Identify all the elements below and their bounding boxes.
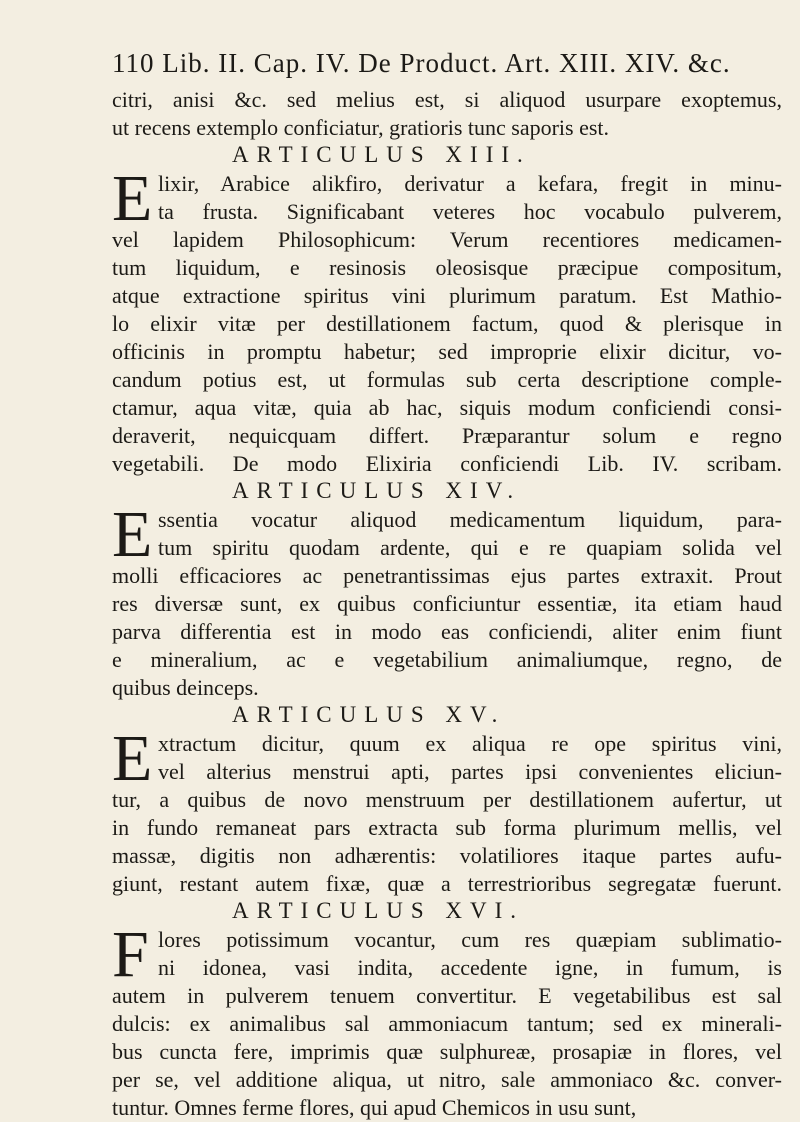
text-line: xtractum dicitur, quum ex aliqua re ope spiritus vini, xyxy=(158,731,782,756)
text-line: quibus deinceps. xyxy=(112,675,259,700)
text-line: bus cuncta fere, imprimis quæ sulphureæ, prosapiæ in flores, vel xyxy=(112,1039,782,1064)
text-line: lixir, Arabice alikfiro, derivatur a kefara, fregit in minu- xyxy=(158,171,782,196)
text-line: vegetabili. De modo Elixiria conficiendi Lib. IV. scribam. xyxy=(112,451,782,476)
text-line: tuntur. Omnes ferme flores, qui apud Chemicos in usu sunt, xyxy=(112,1095,637,1120)
text-line: ssentia vocatur aliquod medicamentum liquidum, para- xyxy=(158,507,782,532)
text-line: ctamur, aqua vitæ, quia ab hac, siquis modum conficiendi consi- xyxy=(112,395,782,420)
drop-cap: E xyxy=(112,722,153,795)
article-heading: ARTICULUS XIV. xyxy=(232,478,522,503)
drop-cap: E xyxy=(112,498,153,571)
text-line: tum spiritu quodam ardente, qui e re quapiam solida vel xyxy=(158,535,782,560)
text-line: officinis in promptu habetur; sed improprie elixir dicitur, vo- xyxy=(112,339,782,364)
text-line: ni idonea, vasi indita, accedente igne, in fumum, is xyxy=(158,955,782,980)
text-line: atque extractione spiritus vini plurimum paratum. Est Mathio- xyxy=(112,283,782,308)
text-line: giunt, restant autem fixæ, quæ a terrestrioribus segregatæ fuerunt. xyxy=(112,871,782,896)
text-line: tur, a quibus de novo menstruum per destillationem aufertur, ut xyxy=(112,787,782,812)
text-line: candum potius est, ut formulas sub certa descriptione comple- xyxy=(112,367,782,392)
text-line: ut recens extemplo conficiatur, gratioris tunc saporis est. xyxy=(112,115,610,140)
article-heading: ARTICULUS XV. xyxy=(232,702,506,727)
text-line: e mineralium, ac e vegetabilium animaliumque, regno, de xyxy=(112,647,782,672)
drop-cap: E xyxy=(112,162,153,235)
text-line: autem in pulverem tenuem convertitur. E vegetabilibus est sal xyxy=(112,983,782,1008)
text-line: vel lapidem Philosophicum: Verum recentiores medicamen- xyxy=(112,227,782,252)
text-line: ta frusta. Significabant veteres hoc vocabulo pulverem, xyxy=(158,199,782,224)
article-heading: ARTICULUS XVI. xyxy=(232,898,525,923)
text-line: dulcis: ex animalibus sal ammoniacum tantum; sed ex minerali- xyxy=(112,1011,782,1036)
running-header: 110 Lib. II. Cap. IV. De Product. Art. XIII. XIV. &c. xyxy=(112,48,731,78)
text-line: in fundo remaneat pars extracta sub forma plurimum mellis, vel xyxy=(112,815,782,840)
text-line: lo elixir vitæ per destillationem factum, quod & plerisque in xyxy=(112,311,782,336)
text-line: citri, anisi &c. sed melius est, si aliquod usurpare exoptemus, xyxy=(112,87,782,112)
article-heading: ARTICULUS XIII. xyxy=(232,142,531,167)
text-line: deraverit, nequicquam differt. Præparantur solum e regno xyxy=(112,423,782,448)
text-line: parva differentia est in modo eas conficiendi, aliter enim fiunt xyxy=(112,619,782,644)
text-line: res diversæ sunt, ex quibus conficiuntur essentiæ, ita etiam haud xyxy=(112,591,782,616)
text-line: lores potissimum vocantur, cum res quæpiam sublimatio- xyxy=(158,927,782,952)
drop-cap: F xyxy=(112,918,149,991)
text-line: tum liquidum, e resinosis oleosisque præcipue compositum, xyxy=(112,255,782,280)
text-line: molli efficaciores ac penetrantissimas ejus partes extraxit. Prout xyxy=(112,563,782,588)
text-line: vel alterius menstrui apti, partes ipsi convenientes eliciun- xyxy=(158,759,782,784)
text-line: massæ, digitis non adhærentis: volatiliores itaque partes aufu- xyxy=(112,843,782,868)
text-line: per se, vel additione aliqua, ut nitro, sale ammoniaco &c. conver- xyxy=(112,1067,782,1092)
